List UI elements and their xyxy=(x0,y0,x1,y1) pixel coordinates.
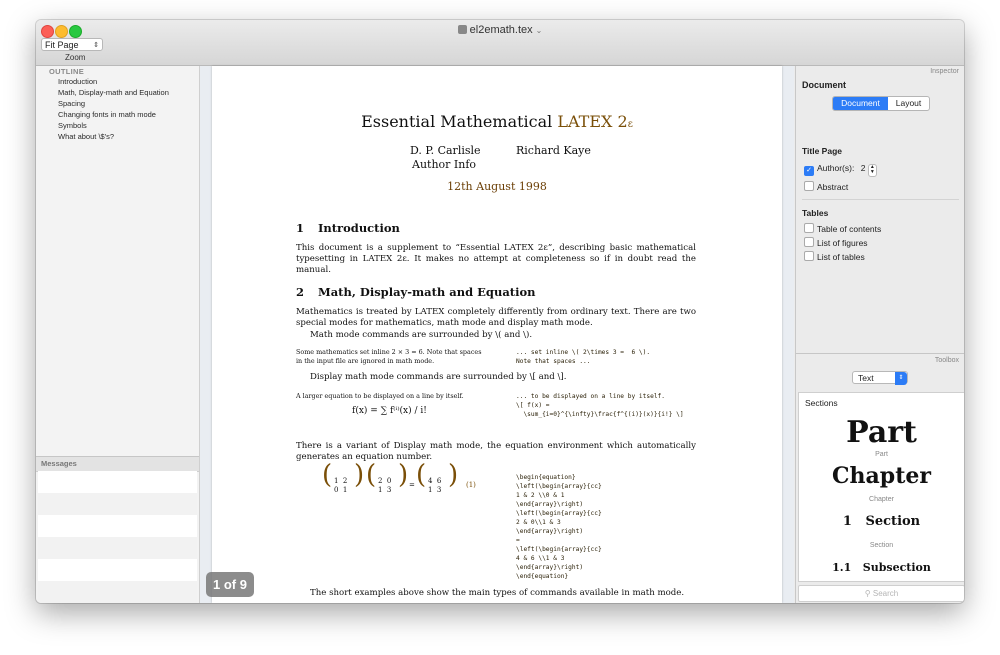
part-label: Part xyxy=(875,451,888,458)
authors-stepper[interactable]: ▲ ▼ xyxy=(868,164,877,177)
display-code: ... to be displayed on a line by itself. \[ f(x) = \sum_{i=0}^{\infty}\frac{f^{(i)}(x)}{i!} \] xyxy=(516,393,684,418)
divider xyxy=(796,353,964,354)
chapter-sample[interactable]: Chapter xyxy=(832,463,931,489)
message-row xyxy=(38,559,197,581)
section-sample[interactable]: 1 Section xyxy=(842,514,921,529)
outline-header: OUTLINE xyxy=(49,67,85,76)
outline-sidebar xyxy=(36,66,200,603)
part-sample[interactable]: Part xyxy=(846,415,917,450)
title-bar xyxy=(36,20,964,66)
search-field[interactable]: ⚲ Search xyxy=(798,585,964,602)
outline-list xyxy=(58,76,169,142)
chapter-label: Chapter xyxy=(869,496,894,503)
search-icon: ⚲ xyxy=(864,589,871,598)
stepper-arrows-icon: ⇕ xyxy=(895,372,907,385)
zoom-select[interactable]: Fit Page ⇕ xyxy=(41,38,103,51)
inspector-title: Document xyxy=(802,80,847,90)
document-viewer[interactable] xyxy=(200,66,794,603)
display-example: A larger equation to be displayed on a line by itself. xyxy=(296,392,464,400)
toolbox-type-select[interactable]: Text ⇕ xyxy=(852,371,908,384)
author-2: Richard Kaye xyxy=(516,144,591,157)
outline-item-math[interactable]: Math, Display-math and Equation xyxy=(58,88,169,97)
inspector-header: Inspector xyxy=(930,68,959,75)
message-row xyxy=(38,515,197,537)
checkbox[interactable] xyxy=(804,223,814,233)
intro-paragraph: This document is a supplement to “Essential LATEX 2ε”, describing basic mathematical typesetting in LATEX 2ε. It makes no attempt at completeness so if in doubt read the manual. xyxy=(296,243,696,276)
sections-header: Sections xyxy=(805,398,838,408)
figures-option[interactable]: List of figures xyxy=(804,237,868,248)
outline-item-spacing[interactable]: Spacing xyxy=(58,99,86,108)
toc-option[interactable]: Table of contents xyxy=(804,223,881,234)
display-paragraph: Display math mode commands are surrounded by \[ and \]. xyxy=(310,372,567,382)
zoom-label: Zoom xyxy=(65,53,86,62)
document-icon xyxy=(458,25,467,34)
message-row xyxy=(38,581,197,603)
author-1: D. P. Carlisle xyxy=(410,144,481,157)
checkmark-icon[interactable]: ✓ xyxy=(804,166,814,176)
section-label: Section xyxy=(869,542,894,549)
messages-list[interactable] xyxy=(38,471,197,601)
document-title: Essential Mathematical LATEX 2ε xyxy=(361,112,633,131)
pdf-page: Essential Mathematical LATEX 2ε D. P. Carlisle Richard Kaye Author Info 12th August 1998 1 Introduction This document is a supplement to “Essential LATEX 2ε”, describing basic mathematical typesetting in LATEX 2ε. It makes no attempt at completeness so if in doubt read the manual. 2 Math, Display-math and Equation Mathematics is treated by LATEX completely differently from ordinary text. There are two special modes for mathematics, math mode and display math mode. Math mode commands are surrounded by \( and \). Some mathematics set inline 2 × 3 = 6. Note that spaces in the input file are ignored in math mode. ... set inline \( 2\times 3 = 6 \). Note that spaces ... Display math mode commands are surrounded by \[ and \]. A larger equation to be displayed on a line by itself. f(x) = ∑ f⁽ⁱ⁾(x) / i! ... to be displayed on a line by itself. \[ f(x) = \sum_{i=0}^{\infty}\frac{f^{(i)}(x)}{i!} \] There is a variant of Display math mode, the equation environment which automatically generates an equation number. ( 1 2 0 1 ) ( 2 0 1 3 ) = ( 4 6 1 3 ) (1) \begin{equation} \left(\begin{array}{cc} 1 & 2 \\0 & 1 \end{array}\right) \left(\begin{array}{cc} 2 & 0\\1 & 3 \end{array}\right) = \left(\begin{array}{cc} 4 & 6 \\1 & 3 \end{array}\right) \end{equation} The short examples above show the main types of commands available in math mode. xyxy=(212,66,782,603)
message-row xyxy=(38,471,197,493)
toolbox-header: Toolbox xyxy=(934,357,959,364)
authors-option[interactable]: ✓ Author(s): 2 ▲ ▼ xyxy=(804,163,877,177)
message-row xyxy=(38,537,197,559)
closing-paragraph: The short examples above show the main types of commands available in math mode. xyxy=(310,588,685,598)
document-date: 12th August 1998 xyxy=(447,180,547,193)
outline-item-symbols[interactable]: Symbols xyxy=(58,121,87,130)
equation-code: \begin{equation} \left(\begin{array}{cc} 1 & 2 \\0 & 1 \end{array}\right) \left(\begin{array}{cc} 2 & 0\\1 & 3 \end{array}\right) = \left(\begin{array}{cc} 4 & 6 \\1 & 3 \end{array}\right) \end{equation} xyxy=(516,474,602,580)
section-heading: 1 Introduction xyxy=(296,221,400,235)
section-heading: 2 Math, Display-math and Equation xyxy=(296,285,536,299)
inspector-segmented-control xyxy=(832,96,930,111)
inline-example: Some mathematics set inline 2 × 3 = 6. Note that spaces in the input file are ignored in math mode. xyxy=(296,348,482,365)
divider xyxy=(802,199,959,200)
message-row xyxy=(38,493,197,515)
checkbox[interactable] xyxy=(804,181,814,191)
tables-option[interactable]: List of tables xyxy=(804,251,865,262)
inspector-panel xyxy=(795,66,964,603)
math-paragraph: Mathematics is treated by LATEX completely differently from ordinary text. There are two special modes for mathematics, math mode and display math mode. xyxy=(296,307,696,329)
abstract-option[interactable]: Abstract xyxy=(804,181,848,192)
stepper-arrows-icon: ⇕ xyxy=(93,42,99,49)
equation-number: (1) xyxy=(466,481,476,489)
math-mode-paragraph: Math mode commands are surrounded by \( and \). xyxy=(310,330,533,340)
checkbox[interactable] xyxy=(804,237,814,247)
title-page-header: Title Page xyxy=(802,146,842,156)
app-window xyxy=(36,20,964,603)
tables-header: Tables xyxy=(802,208,829,218)
checkbox[interactable] xyxy=(804,251,814,261)
page-indicator: 1 of 9 xyxy=(206,572,254,597)
authors-count: 2 xyxy=(860,163,866,173)
outline-item-introduction[interactable]: Introduction xyxy=(58,77,98,86)
outline-item-dollars[interactable]: What about \$'s? xyxy=(58,132,115,141)
subsection-sample[interactable]: 1.1 Subsection xyxy=(832,561,931,574)
messages-header: Messages xyxy=(36,456,199,472)
tab-layout[interactable]: Layout xyxy=(895,98,922,108)
author-info: Author Info xyxy=(412,158,477,171)
sections-palette xyxy=(798,392,964,582)
display-formula: f(x) = ∑ f⁽ⁱ⁾(x) / i! xyxy=(352,406,427,416)
window-title[interactable]: el2emath.tex ⌄ xyxy=(36,24,964,36)
outline-item-fonts[interactable]: Changing fonts in math mode xyxy=(58,110,156,119)
tab-document[interactable]: Document xyxy=(833,97,888,110)
equation-paragraph: There is a variant of Display math mode, the equation environment which automatically generates an equation number. xyxy=(296,441,696,463)
inline-code: ... set inline \( 2\times 3 = 6 \). Note that spaces ... xyxy=(516,349,651,365)
chevron-down-icon: ⌄ xyxy=(535,26,543,35)
